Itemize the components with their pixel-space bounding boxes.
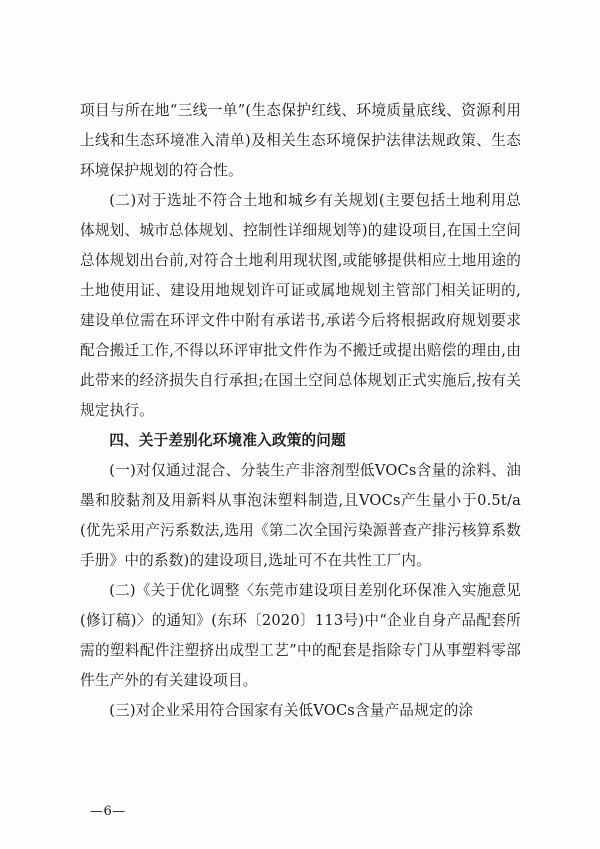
document-body	[80, 96, 521, 726]
paragraph-site-planning: (二)对于选址不符合土地和城乡有关规划(主要包括土地利用总体规划、城市总体规划、控制性详细规划等)的建设项目,在国土空间总体规划出台前,对符合土地利用现状图,或能够提供相应土地用途的土地使用证、建设用地规划许可证或属地规划主管部门相关证明的,建设单位需在环评文件中附有承诺书,承诺今后将根据政府规划要求配合搬迁工作,不得以环评审批文件作为不搬迁或提出赔偿的理由,由此带来的经济损失自行承担;在国土空间总体规划正式实施后,按有关规定执行。	[80, 192, 521, 419]
page-number: —6—	[90, 804, 126, 819]
paragraph-notice-adjustment: (二)《关于优化调整〈东莞市建设项目差别化环保准入实施意见(修订稿)〉的通知》(东环〔2020〕113号)中“企业自身产品配套所需的塑料配件注塑挤出成型工艺”中的配套是指除专门从事塑料零部件生产外的有关建设项目。	[80, 582, 521, 689]
paragraph-vocs-mixing: (一)对仅通过混合、分装生产非溶剂型低VOCs含量的涂料、油墨和胶黏剂及用新料从事泡沫塑料制造,且VOCs产生量小于0.5t/a(优先采用产污系数法,选用《第二次全国污染源普查产排污核算系数手册》中的系数)的建设项目,选址可不在共性工厂内。	[80, 462, 521, 569]
section-heading: 四、关于差别化环境准入政策的问题	[109, 432, 346, 449]
paragraph-low-vocs: (三)对企业采用符合国家有关低VOCs含量产品规定的涂	[109, 702, 474, 719]
paragraph-continuation: 项目与所在地“三线一单”(生态保护红线、环境质量底线、资源利用上线和生态环境准入清单)及相关生态环境保护法律法规政策、生态环境保护规划的符合性。	[80, 102, 521, 179]
